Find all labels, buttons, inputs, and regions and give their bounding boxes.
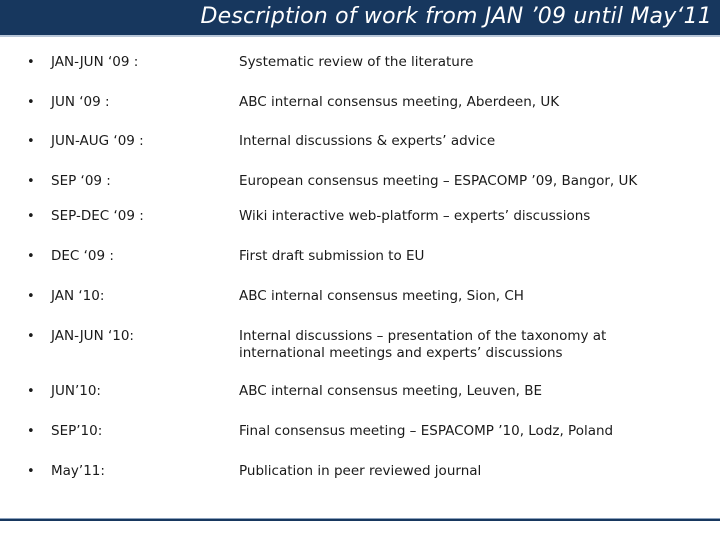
bullet-icon: • [27, 209, 35, 224]
bullet-icon: • [27, 55, 35, 70]
bullet-icon: • [27, 329, 35, 344]
timeline-date: SEP-DEC ‘09 : [51, 208, 144, 224]
bullet-icon: • [27, 464, 35, 479]
timeline-description: ABC internal consensus meeting, Leuven, BE [239, 383, 542, 399]
timeline-description: Systematic review of the literature [239, 54, 474, 70]
timeline-date: JUN ‘09 : [51, 94, 110, 110]
bullet-icon: • [27, 289, 35, 304]
bullet-icon: • [27, 134, 35, 149]
timeline-description: ABC internal consensus meeting, Sion, CH [239, 288, 524, 304]
timeline-date: JAN-JUN ‘10: [51, 328, 134, 344]
timeline-date: JAN ‘10: [51, 288, 105, 304]
timeline-date: SEP’10: [51, 423, 103, 439]
bullet-icon: • [27, 384, 35, 399]
bullet-icon: • [27, 249, 35, 264]
timeline-date: JUN-AUG ‘09 : [51, 133, 144, 149]
timeline-date: JAN-JUN ‘09 : [51, 54, 139, 70]
timeline-description: Internal discussions & experts’ advice [239, 133, 496, 149]
slide-title: Description of work from JAN ’09 until May‘11 [200, 4, 712, 29]
timeline-description: Publication in peer reviewed journal [239, 463, 482, 479]
timeline-description: Internal discussions – presentation of the taxonomy at international meetings and experts’ discussions [239, 328, 607, 361]
timeline-date: SEP ‘09 : [51, 173, 111, 189]
bottom-divider [0, 518, 720, 521]
bullet-icon: • [27, 95, 35, 110]
timeline-date: DEC ‘09 : [51, 248, 114, 264]
timeline-description: First draft submission to EU [239, 248, 425, 264]
bullet-icon: • [27, 424, 35, 439]
timeline-description: Wiki interactive web-platform – experts’ discussions [239, 208, 591, 224]
timeline-date: May’11: [51, 463, 105, 479]
timeline-description: Final consensus meeting – ESPACOMP ’10, Lodz, Poland [239, 423, 614, 439]
timeline-description: ABC internal consensus meeting, Aberdeen, UK [239, 94, 560, 110]
timeline-date: JUN’10: [51, 383, 101, 399]
bullet-icon: • [27, 174, 35, 189]
timeline-description: European consensus meeting – ESPACOMP ’09, Bangor, UK [239, 173, 638, 189]
